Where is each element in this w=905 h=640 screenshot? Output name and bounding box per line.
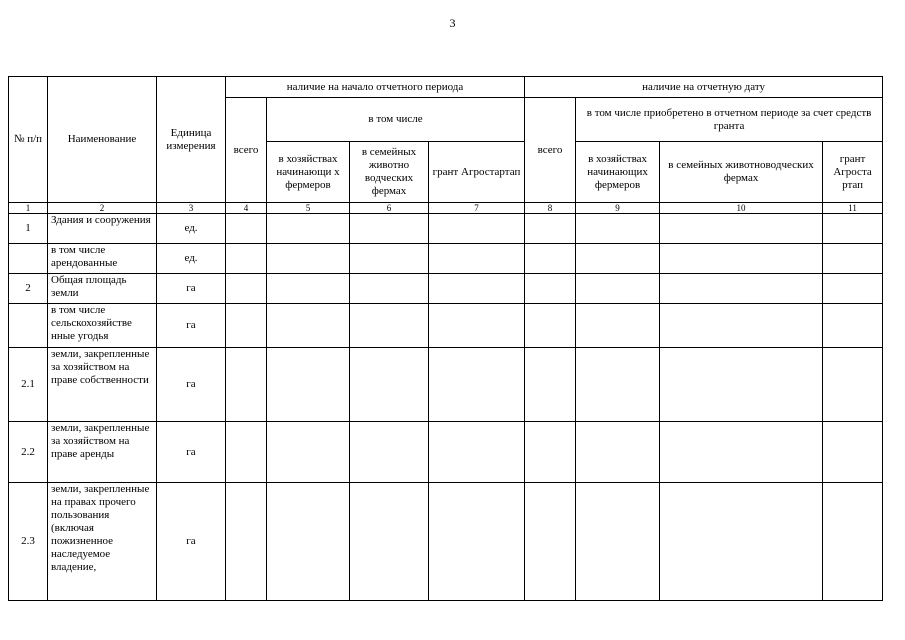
- column-number: 6: [350, 203, 429, 214]
- column-number: 7: [429, 203, 525, 214]
- value-cell[interactable]: [660, 274, 823, 304]
- header-start-grant: грант Агростартап: [429, 142, 525, 203]
- value-cell[interactable]: [660, 214, 823, 244]
- table-row: [9, 274, 883, 304]
- header-acquired: в том числе приобретено в отчетном периоде за счет средств гранта: [576, 98, 883, 142]
- value-cell[interactable]: [267, 274, 350, 304]
- value-cell[interactable]: [429, 422, 525, 483]
- value-cell[interactable]: [226, 422, 267, 483]
- value-cell[interactable]: [576, 348, 660, 422]
- value-cell[interactable]: [823, 483, 883, 601]
- value-cell[interactable]: [429, 304, 525, 348]
- value-cell[interactable]: [429, 483, 525, 601]
- row-unit: га: [157, 483, 226, 601]
- value-cell[interactable]: [267, 348, 350, 422]
- value-cell[interactable]: [660, 304, 823, 348]
- column-number: 2: [48, 203, 157, 214]
- value-cell[interactable]: [226, 244, 267, 274]
- header-num: № п/п: [9, 77, 48, 203]
- row-unit: га: [157, 274, 226, 304]
- value-cell[interactable]: [576, 483, 660, 601]
- value-cell[interactable]: [576, 274, 660, 304]
- header-date-beginning-farmers: в хозяйствах начинающих фермеров: [576, 142, 660, 203]
- row-num: 2.3: [9, 483, 48, 601]
- value-cell[interactable]: [525, 274, 576, 304]
- header-start-total: всего: [226, 98, 267, 203]
- value-cell[interactable]: [429, 214, 525, 244]
- row-name: Здания и сооружения: [48, 214, 157, 244]
- header-name: Наименование: [48, 77, 157, 203]
- header-group-date: наличие на отчетную дату: [525, 77, 883, 98]
- value-cell[interactable]: [823, 348, 883, 422]
- table-row: [9, 244, 883, 274]
- row-name: земли, закрепленные за хозяйством на праве аренды: [48, 422, 157, 483]
- value-cell[interactable]: [660, 348, 823, 422]
- row-num: 2: [9, 274, 48, 304]
- page-number: 3: [449, 16, 456, 30]
- value-cell[interactable]: [267, 483, 350, 601]
- value-cell[interactable]: [226, 214, 267, 244]
- value-cell[interactable]: [350, 348, 429, 422]
- value-cell[interactable]: [525, 422, 576, 483]
- value-cell[interactable]: [525, 348, 576, 422]
- row-unit: га: [157, 348, 226, 422]
- value-cell[interactable]: [267, 214, 350, 244]
- value-cell[interactable]: [576, 244, 660, 274]
- value-cell[interactable]: [576, 304, 660, 348]
- row-unit: га: [157, 304, 226, 348]
- table-row: [9, 483, 883, 601]
- report-table: [8, 76, 883, 601]
- value-cell[interactable]: [660, 244, 823, 274]
- value-cell[interactable]: [823, 304, 883, 348]
- value-cell[interactable]: [267, 304, 350, 348]
- header-start-family-farms: в семейных животно водческих фермах: [350, 142, 429, 203]
- row-unit: ед.: [157, 244, 226, 274]
- value-cell[interactable]: [525, 214, 576, 244]
- value-cell[interactable]: [350, 274, 429, 304]
- row-num: 2.2: [9, 422, 48, 483]
- column-number: 11: [823, 203, 883, 214]
- value-cell[interactable]: [350, 483, 429, 601]
- value-cell[interactable]: [226, 348, 267, 422]
- value-cell[interactable]: [823, 422, 883, 483]
- row-name: в том числе арендованные: [48, 244, 157, 274]
- row-unit: ед.: [157, 214, 226, 244]
- header-date-total: всего: [525, 98, 576, 203]
- header-group-start: наличие на начало отчетного периода: [226, 77, 525, 98]
- value-cell[interactable]: [525, 244, 576, 274]
- row-unit: га: [157, 422, 226, 483]
- column-number: 5: [267, 203, 350, 214]
- table-row: [9, 304, 883, 348]
- header-date-grant: грант Агроста ртап: [823, 142, 883, 203]
- value-cell[interactable]: [525, 483, 576, 601]
- column-number: 10: [660, 203, 823, 214]
- header-start-beginning-farmers: в хозяйствах начинающи х фермеров: [267, 142, 350, 203]
- row-name: Общая площадь земли: [48, 274, 157, 304]
- row-num: 1: [9, 214, 48, 244]
- value-cell[interactable]: [267, 244, 350, 274]
- value-cell[interactable]: [660, 483, 823, 601]
- header-including: в том числе: [267, 98, 525, 142]
- column-number: 9: [576, 203, 660, 214]
- value-cell[interactable]: [525, 304, 576, 348]
- row-name: в том числе сельскохозяйстве нные угодья: [48, 304, 157, 348]
- value-cell[interactable]: [350, 244, 429, 274]
- column-number-row: [9, 203, 883, 214]
- value-cell[interactable]: [226, 304, 267, 348]
- value-cell[interactable]: [660, 422, 823, 483]
- value-cell[interactable]: [267, 422, 350, 483]
- value-cell[interactable]: [823, 214, 883, 244]
- column-number: 3: [157, 203, 226, 214]
- row-num: [9, 304, 48, 348]
- value-cell[interactable]: [576, 214, 660, 244]
- value-cell[interactable]: [226, 483, 267, 601]
- value-cell[interactable]: [823, 244, 883, 274]
- value-cell[interactable]: [429, 274, 525, 304]
- column-number: 4: [226, 203, 267, 214]
- table-row: [9, 348, 883, 422]
- table-row: [9, 214, 883, 244]
- value-cell[interactable]: [823, 274, 883, 304]
- row-num: [9, 244, 48, 274]
- value-cell[interactable]: [576, 422, 660, 483]
- value-cell[interactable]: [350, 214, 429, 244]
- row-name: земли, закрепленные за хозяйством на праве собственности: [48, 348, 157, 422]
- row-name: земли, закрепленные на правах прочего пользования (включая пожизненное наследуемое владение,: [48, 483, 157, 601]
- row-num: 2.1: [9, 348, 48, 422]
- column-number: 8: [525, 203, 576, 214]
- column-number: 1: [9, 203, 48, 214]
- value-cell[interactable]: [429, 348, 525, 422]
- value-cell[interactable]: [350, 422, 429, 483]
- value-cell[interactable]: [429, 244, 525, 274]
- header-date-family-farms: в семейных животноводческих фермах: [660, 142, 823, 203]
- table-row: [9, 422, 883, 483]
- header-unit: Единица измерения: [157, 77, 226, 203]
- value-cell[interactable]: [350, 304, 429, 348]
- value-cell[interactable]: [226, 274, 267, 304]
